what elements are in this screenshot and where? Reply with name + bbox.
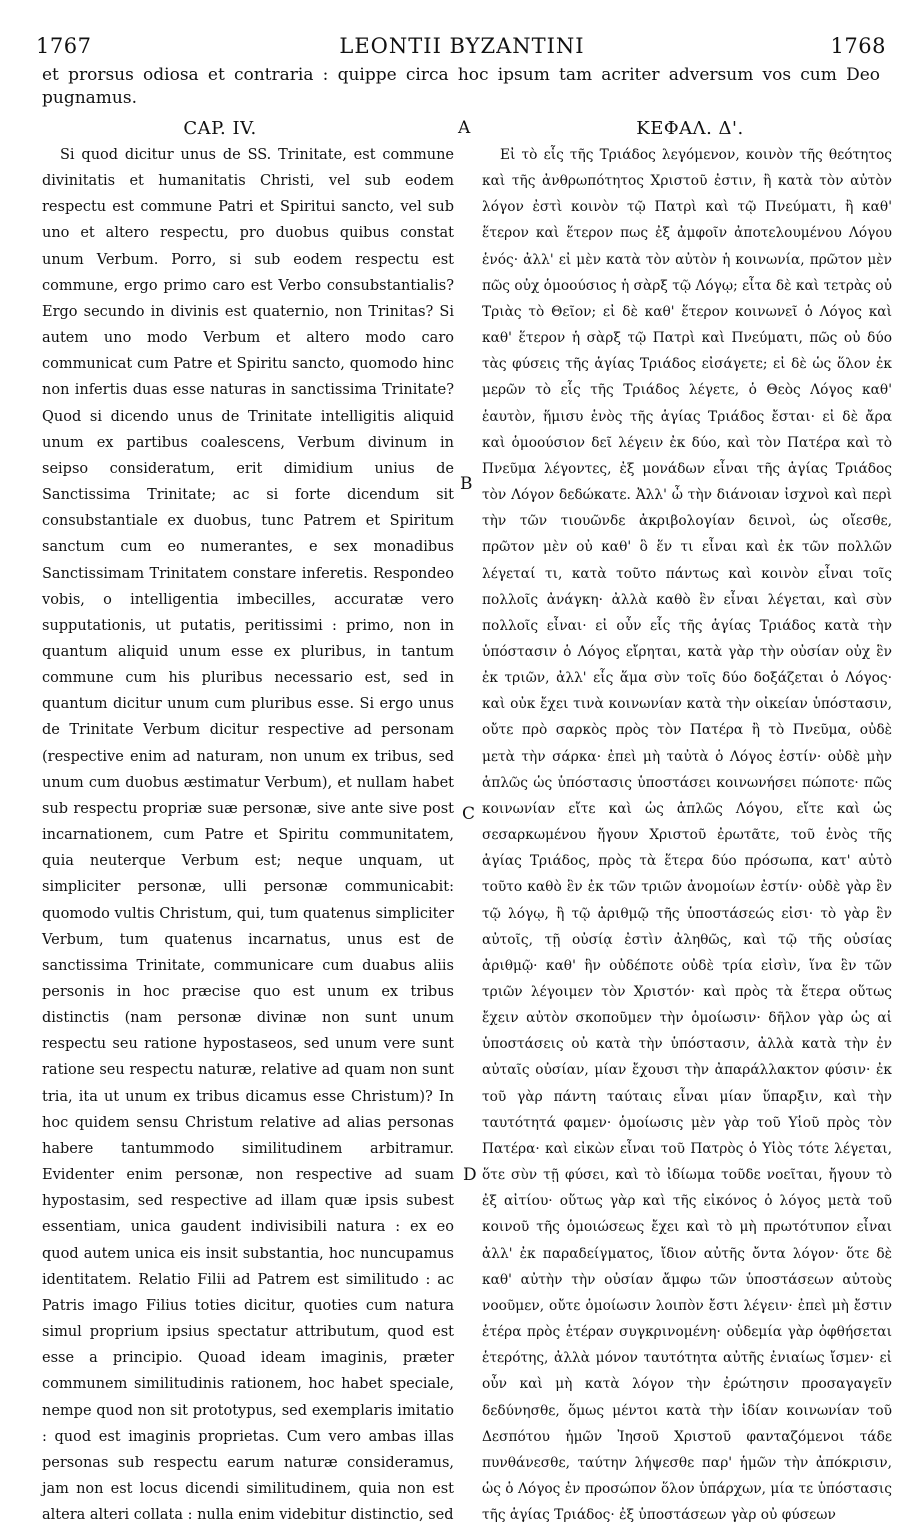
continuation-text: et prorsus odiosa et contraria : quippe circa hoc ipsum tam acriter adversum vos cum Deo pugnamus. bbox=[42, 65, 880, 108]
margin-marker-c: C bbox=[462, 804, 476, 824]
greek-column bbox=[482, 142, 892, 1528]
latin-paragraph: Si quod dicitur unus de SS. Trinitate, est commune divinitatis et humanitatis Christi, vel sub eodem respectu est commune Patri et Spiritui sancto, vel sub uno et altero respectu, pro duobus quibus constat unum Verbum. Porro, si sub eodem respectu est commune, ergo primo caro est Verbo consubstantialis? Ergo secundo in divinis est quaternio, non Trinitas? Si autem uno modo Verbum et altero modo caro communicat cum Patre et Spiritu sancto, quomodo hinc non infertis duas esse naturas in sanctissima Trinitate? Quod si dicendo unus de Trinitate intelligitis aliquid unum ex partibus coalescens, Verbum divinum in seipso consideratum, erit dimidium unius de Sanctissima Trinitate; ac si forte dicendum sit consubstantiale ex duobus, tunc Patrem et Spiritum sanctum cum eo numerantes, e sex monadibus Sanctissimam Trinitatem constare inferetis. Respondeo vobis, o intelligentia imbecilles, accuratæ vero supputationis, ut putatis, peritissimi : primo, non in quantum aliquid unum esse ex pluribus, in tantum commune cum his pluribus necessario est, sed in quantum dicitur unum cum pluribus esse. Si ergo unus de Trinitate Verbum dicitur respective ad personam (respective enim ad naturam, non unum ex tribus, sed unum cum duobus æstimatur Verbum), et nullam habet sub respectu propriæ suæ personæ, sive ante sive post incarnationem, cum Patre et Spiritu communitatem, quia neuterque Verbum est; neque unquam, ut simpliciter personæ, ulli personæ communicabit: quomodo vultis Christum, qui, tum quatenus simpliciter Verbum, tum quatenus incarnatus, unus est de sanctissima Trinitate, communicare cum duabus aliis personis in hoc præcise quo est unum ex tribus distinctis (nam personæ divinæ non sunt unum respectu seu ratione hypostaseos, sed unum vere sunt ratione seu respectu naturæ, relative ad quam non sunt tria, ita ut unum ex tribus dicamus esse Christum)? In hoc quidem sensu Christum relative ad alias personas habere tantummodo similitudinem arbitramur. Evidenter enim personæ, non respective ad suam hypostasim, sed respective ad illam quæ ipsis subest essentiam, unica gaudent indivisibili natura : ex eo quod autem unica eis insit substantia, hoc nuncupamus identitatem. Relatio Filii ad Patrem est similitudo : ac Patris imago Filius toties dicitur, quoties cum natura simul proprium ipsius spectatur attributum, quod est esse a principio. Quoad ideam imaginis, præter communem similitudinis rationem, hoc habet speciale, nempe quod non sit prototypus, sed exemplaris imitatio : quod est imaginis proprietas. Cum vero ambas illas personas sub respectu earum naturæ consideramus, jam non est locus dicendi similitudinem, quia non est altera alteri collata : nulla enim videbitur distinctio, sed bbox=[42, 147, 454, 1524]
margin-marker-b: B bbox=[460, 474, 473, 494]
margin-marker-a: A bbox=[458, 118, 471, 138]
running-title: LEONTII BYZANTINI bbox=[339, 34, 585, 58]
greek-paragraph: Εἰ τὸ εἷς τῆς Τριάδος λεγόμενον, κοινὸν τῆς θεότητος καὶ τῆς ἀνθρωπότητος Χριστοῦ ἐστιν, ἢ κατὰ τὸν αὐτὸν λόγον ἐστὶ κοινὸν τῷ Πατρὶ καὶ τῷ Πνεύματι, ἢ καθ' ἕτερον καὶ ἕτερον πως ἐξ ἀμφοῖν ἀποτελουμένου Λόγου ἑνός· ἀλλ' εἰ μὲν κατὰ τὸν αὐτὸν ἡ κοινωνία, πρῶτον μὲν πῶς οὐχ ὁμοούσιος ἡ σὰρξ τῷ Λόγῳ; εἶτα δὲ καὶ τετρὰς οὐ Τριὰς τὸ Θεῖον; εἰ δὲ καθ' ἕτερον κοινωνεῖ ὁ Λόγος καὶ καθ' ἕτερον ἡ σὰρξ τῷ Πατρὶ καὶ Πνεύματι, πῶς οὐ δύο τὰς φύσεις τῆς ἁγίας Τριάδος εἰσάγετε; εἰ δὲ ὡς ὅλον ἐκ μερῶν τὸ εἷς τῆς Τριάδος λέγετε, ὁ Θεὸς Λόγος καθ' ἑαυτὸν, ἥμισυ ἑνὸς τῆς ἁγίας Τριάδος ἔσται· εἰ δὲ ἄρα καὶ ὁμοούσιον δεῖ λέγειν ἐκ δύο, καὶ τὸν Πατέρα καὶ τὸ Πνεῦμα λέγοντες, ἐξ μονάδων εἶναι τῆς ἁγίας Τριάδος τὸν Λόγον δεδώκατε. Ἀλλ' ὦ τὴν διάνοιαν ἰσχνοὶ καὶ περὶ τὴν τῶν τιουῶνδε ἀκριβολογίαν δεινοὶ, ὡς οἴεσθε, πρῶτον μὲν οὐ καθ' ὃ ἕν τι εἶναι καὶ ἐκ τῶν πολλῶν λέγεταί τι, κατὰ τοῦτο πάντως καὶ κοινὸν εἶναι τοῖς πολλοῖς ἀνάγκη· ἀλλὰ καθὸ ἓν εἶναι λέγεται, καὶ σὺν πολλοῖς εἶναι· εἰ οὖν εἷς τῆς ἁγίας Τριάδος κατὰ τὴν ὑπόστασιν ὁ Λόγος εἴρηται, κατὰ γὰρ τὴν οὐσίαν οὐχ ἓν ἐκ τριῶν, ἀλλ' εἷς ἅμα σὺν τοῖς δύο δοξάζεται ὁ Λόγος· καὶ οὐκ ἔχει τινὰ κοινωνίαν κατὰ τὴν οἰκείαν ὑπόστασιν, οὔτε πρὸ σαρκὸς πρὸς τὸν Πατέρα ἢ τὸ Πνεῦμα, οὐδὲ μετὰ τὴν σάρκα· ἐπεὶ μὴ ταὐτὰ ὁ Λόγος ἐστίν· οὐδὲ μὴν ἁπλῶς ὡς ὑπόστασις ὑποστάσει κοινωνήσει πώποτε· πῶς κοινωνίαν εἴτε καὶ ὡς ἁπλῶς Λόγου, εἴτε καὶ ὡς σεσαρκωμένου ἤγουν Χριστοῦ ἐρωτᾶτε, τοῦ ἑνὸς τῆς ἁγίας Τριάδος, πρὸς τὰ ἕτερα δύο πρόσωπα, κατ' αὐτὸ τοῦτο καθὸ ἓν ἐκ τῶν τριῶν ἀνομοίων ἐστίν· οὐδὲ γὰρ ἓν τῷ λόγῳ, ἢ τῷ ἀριθμῷ τῆς ὑποστάσεώς εἰσι· τὸ γὰρ ἓν αὐτοῖς, τῇ οὐσίᾳ ἐστὶν ἀληθῶς, καὶ τῷ τῆς οὐσίας ἀριθμῷ· καθ' ἣν οὐδέποτε οὐδὲ τρία εἰσὶν, ἵνα ἓν τῶν τριῶν λέγοιμεν τὸν Χριστόν· καὶ πρὸς τὰ ἕτερα οὕτως ἔχειν αὐτὸν σκοποῦμεν τὴν ὁμοίωσιν· δῆλον γὰρ ὡς αἱ ὑποστάσεις οὐ κατὰ τὴν ὑπόστασιν, ἀλλὰ κατὰ τὴν ἐν αὐταῖς οὐσίαν, μίαν ἔχουσι τὴν ἀπαράλλακτον φύσιν· ἐκ τοῦ γὰρ πάντη ταύταις εἶναι μίαν ὕπαρξιν, καὶ τὴν ταυτότητά φαμεν· ὁμοίωσις μὲν γὰρ τοῦ Υἱοῦ πρὸς τὸν Πατέρα· καὶ εἰκὼν εἶναι τοῦ Πατρὸς ὁ Υἱὸς τότε λέγεται, ὅτε σὺν τῇ φύσει, καὶ τὸ ἰδίωμα τοῦδε νοεῖται, ἤγουν τὸ ἐξ αἰτίου· οὕτως γὰρ καὶ τῆς εἰκόνος ὁ λόγος μετὰ τοῦ κοινοῦ τῆς ὁμοιώσεως ἔχει καὶ τὸ μὴ πρωτότυπον εἶναι ἀλλ' ἐκ παραδείγματος, ἴδιον αὐτῆς ὄντα λόγον· ὅτε δὲ καθ' αὐτὴν τὴν οὐσίαν ἄμφω τῶν ὑποστάσεων αὐτοὺς νοοῦμεν, οὔτε ὁμοίωσιν λοιπὸν ἔστι λέγειν· ἐπεὶ μὴ ἔστιν ἑτέρα πρὸς ἑτέραν συγκρινομένη· οὐδεμία γὰρ ὀφθήσεται ἑτερότης, ἀλλὰ μόνον ταυτότητα αὐτῆς ἐνιαίως ἴσμεν· εἰ οὖν καὶ μὴ κατὰ λόγον τὴν ἐρώτησιν προσαγαγεῖν δεδύνησθε, ὅμως μέντοι κατὰ τὴν ἰδίαν κοινωνίαν τοῦ Δεσπότου ἡμῶν Ἰησοῦ Χριστοῦ φανταζόμενοι τάδε πυνθάνεσθε, ταύτην λήψεσθε παρ' ἡμῶν τὴν ἀπόκρισιν, ὡς ὁ Λόγος ἐν προσώπον ὅλον ὑπάρχων, μία τε ὑπόστασις τῆς ἁγίας Τριάδος· ἐξ ὑποστάσεων γὰρ οὐ φύσεων bbox=[482, 147, 892, 1524]
page-number-left: 1767 bbox=[36, 34, 92, 58]
latin-column bbox=[42, 142, 454, 1528]
latin-chapter-heading: CAP. IV. bbox=[183, 118, 257, 139]
page-number-right: 1768 bbox=[830, 34, 886, 58]
greek-chapter-heading: ΚΕΦΑΛ. Δ'. bbox=[636, 118, 744, 139]
margin-marker-d: D bbox=[463, 1165, 477, 1185]
